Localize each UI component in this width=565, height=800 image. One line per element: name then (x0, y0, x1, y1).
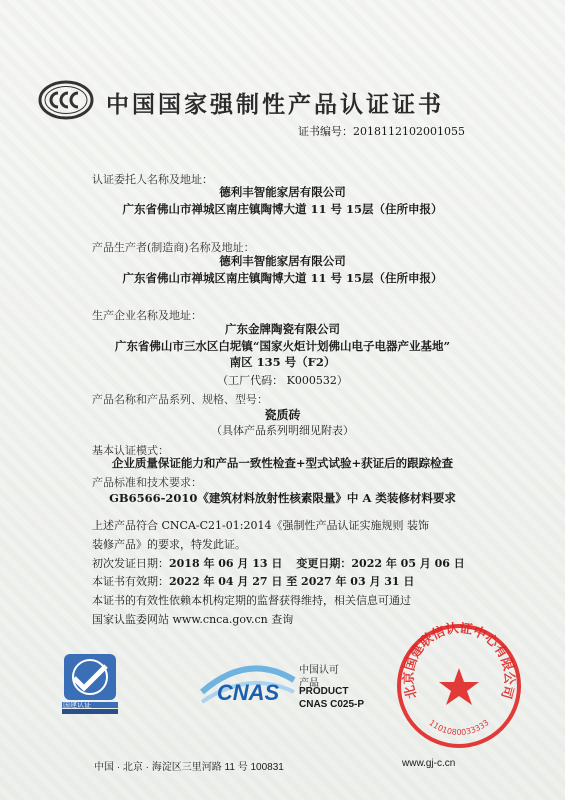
conformity-line1: 上述产品符合 CNCA-C21-01:2014《强制性产品认证实施规则 装饰 (92, 519, 429, 532)
ccc-logo-icon (38, 80, 94, 120)
applicant-label: 认证委托人名称及地址： (92, 173, 213, 186)
svg-text:CNAS: CNAS (216, 680, 280, 705)
factory-address-line1: 广东省佛山市三水区白坭镇“国家火炬计划佛山电子电器产业基地” (114, 339, 451, 353)
standard-value: GB6566-2010《建筑材料放射性核素限量》中 A 类装修材料要求 (109, 491, 456, 505)
factory-label: 生产企业名称及地址： (92, 309, 202, 322)
factory-code: （工厂代码： K000532） (217, 374, 348, 387)
official-seal-icon (395, 622, 523, 750)
cnas-text-line2: 产品 (299, 678, 319, 689)
standard-label: 产品标准和技术要求： (92, 476, 202, 489)
factory-address-line2: 南区 135 号（F2） (229, 355, 336, 369)
cnas-text-line4: CNAS C025-P (299, 699, 365, 710)
product-note: （具体产品系列明细见附表） (211, 424, 354, 437)
manufacturer-label: 产品生产者(制造商)名称及地址： (92, 241, 255, 254)
manufacturer-address: 广东省佛山市禅城区南庄镇陶博大道 11 号 15层（住所申报） (122, 271, 443, 285)
cnas-text-line1: 中国认可 (299, 665, 339, 676)
product-name: 瓷质砖 (264, 408, 301, 422)
certificate-title: 中国国家强制性产品认证证书 (106, 91, 444, 118)
factory-name: 广东金牌陶瓷有限公司 (225, 322, 340, 336)
validity-note-line2: 国家认监委网站 www.cnca.gov.cn 查询 (92, 613, 294, 626)
validity-note-line1: 本证书的有效性依赖本机构定期的监督获得维持，相关信息可通过 (92, 594, 411, 607)
footer-address: 中国 · 北京 · 海淀区三里河路 11 号 100831 (94, 762, 284, 773)
svg-text:北京国建联信认证中心有限公司: 北京国建联信认证中心有限公司 (401, 622, 517, 701)
cqc-logo-text: 国建认证 (63, 702, 91, 709)
certificate-number: 证书编号：2018112102001055 (298, 125, 465, 138)
footer-website: www.gj-c.cn (402, 758, 456, 769)
issue-dates: 初次发证日期：2018 年 06 月 13 日 变更日期：2022 年 05 月 06 日 (92, 557, 465, 570)
cnas-text-line3: PRODUCT (299, 686, 349, 697)
applicant-name: 德利丰智能家居有限公司 (219, 185, 346, 199)
mode-label: 基本认证模式： (92, 444, 169, 457)
conformity-line2: 装修产品》的要求，特发此证。 (92, 538, 246, 551)
cnas-logo-icon (198, 662, 298, 710)
product-label: 产品名称和产品系列、规格、型号： (92, 393, 268, 406)
applicant-address: 广东省佛山市禅城区南庄镇陶博大道 11 号 15层（住所申报） (122, 202, 443, 216)
mode-value: 企业质量保证能力和产品一致性检查+型式试验+获证后的跟踪检查 (111, 456, 454, 470)
validity: 本证书有效期：2022 年 04 月 27 日 至 2027 年 03 月 31 日 (92, 575, 415, 588)
svg-text:1101080033333: 1101080033333 (427, 718, 491, 738)
manufacturer-name: 德利丰智能家居有限公司 (219, 254, 346, 268)
